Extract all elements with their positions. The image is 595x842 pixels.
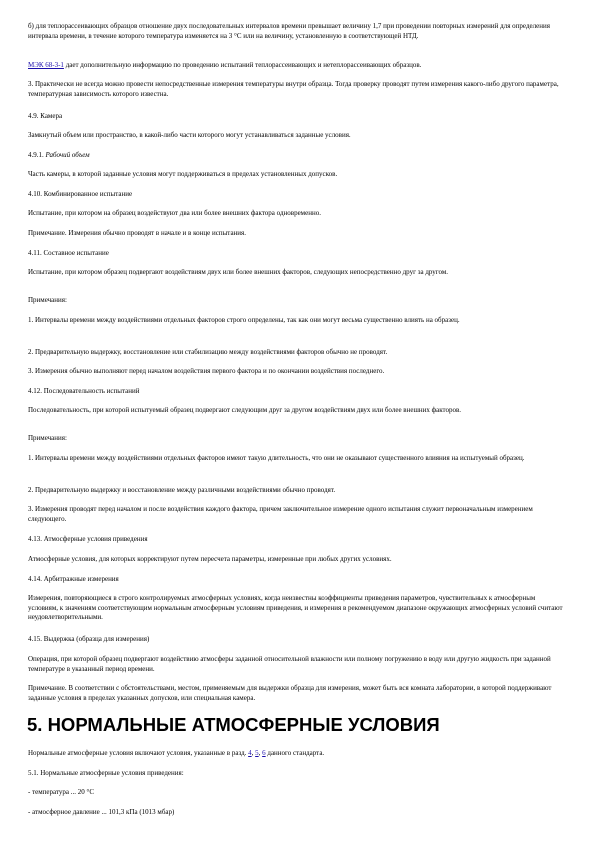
section-4-15-text: Операция, при которой образец подвергают воздействию атмосферы заданной относительной влажности или полному погружению в воду или другую жидкость при заданной температуре в указанный период времени. bbox=[28, 655, 551, 673]
section-4-12-notes-label: Примечания: bbox=[28, 434, 67, 442]
section-5-1-heading: 5.1. Нормальные атмосферные условия приведения: bbox=[28, 769, 184, 777]
section-4-9-1-term: Рабочий объем bbox=[45, 151, 90, 159]
section-4-13-heading: 4.13. Атмосферные условия приведения bbox=[28, 535, 148, 543]
section-4-9-1-heading bbox=[28, 151, 566, 161]
section-4-11-text: Испытание, при котором образец подвергают воздействиям двух или более внешних факторов, следующих непосредственно друг за другом. bbox=[28, 268, 449, 276]
section-4-12-note-1: 1. Интервалы времени между воздействиями отдельных факторов имеют такую длительность, что они не оказывают существенного влияния на испытуемый образец. bbox=[28, 454, 525, 462]
section-4-10-heading: 4.10. Комбинированное испытание bbox=[28, 190, 133, 198]
section-5-link[interactable]: 5 bbox=[255, 749, 259, 757]
paragraph-iec-reference bbox=[28, 61, 566, 71]
section-4-14-heading: 4.14. Арбитражные измерения bbox=[28, 575, 119, 583]
section-4-13-text: Атмосферные условия, для которых корректируют путем пересчета параметры, измеренные при любых других условиях. bbox=[28, 555, 392, 563]
paragraph-b: б) для теплорассеивающих образцов отношение двух последовательных интервалов времени превышает величину 1,7 при проведении повторных измерений для определения интервала времени, в течение которого температура изменяется на 3 °С или на величину, установленную в соответствующей НТД. bbox=[28, 22, 550, 40]
section-4-12-note-2: 2. Предварительную выдержку и восстановление между различными воздействиями обычно проводят. bbox=[28, 486, 336, 494]
condition-temperature: - температура ... 20 °С bbox=[28, 788, 94, 796]
section-5-intro-tail: данного стандарта. bbox=[265, 749, 325, 757]
iec-reference-text: дает дополнительную информацию по проведению испытаний теплорассеивающих и нетеплорассеивающих образцов. bbox=[63, 61, 422, 69]
section-4-10-text: Испытание, при котором на образец воздействуют два или более внешних фактора одновременно. bbox=[28, 209, 321, 217]
section-4-link[interactable]: 4 bbox=[248, 749, 252, 757]
section-4-11-note-3: 3. Измерения обычно выполняют перед началом воздействия первого фактора и по окончании воздействия последнего. bbox=[28, 367, 385, 375]
section-4-9-text: Замкнутый объем или пространство, в какой-либо части которого могут устанавливаться заданные условия. bbox=[28, 131, 351, 139]
section-5-heading: 5. НОРМАЛЬНЫЕ АТМОСФЕРНЫЕ УСЛОВИЯ bbox=[27, 714, 440, 735]
section-4-14-text: Измерения, повторяющиеся в строго контролируемых атмосферных условиях, когда неизвестны коэффициенты приведения параметров, чувствительных к атмосферным условиям, к значениям соответствующим нормальным атмосферным условиям приведения, и измерения в рекомендуемом диапазоне окружающих атмосферных условий считают неудовлетворительными. bbox=[28, 594, 563, 621]
section-4-11-note-2: 2. Предварительную выдержку, восстановление или стабилизацию между воздействиями факторов обычно не проводят. bbox=[28, 348, 388, 356]
section-4-9-heading: 4.9. Камера bbox=[28, 112, 63, 120]
section-5-intro bbox=[28, 749, 566, 759]
section-4-11-note-1: 1. Интервалы времени между воздействиями отдельных факторов строго определены, так как они могут весьма существенно влиять на образец. bbox=[28, 316, 460, 324]
section-4-10-note: Примечание. Измерения обычно проводят в начале и в конце испытания. bbox=[28, 229, 247, 237]
section-4-15-note: Примечание. В соответствии с обстоятельствами, местом, применяемым для выдержки образца для измерения, может быть вся комната лаборатории, в которой поддерживают заданные условия в пределах указанных допусков, или специальная камера. bbox=[28, 684, 552, 702]
section-4-9-1-number: 4.9.1. bbox=[28, 151, 46, 159]
section-4-12-note-3: 3. Измерения проводят перед началом и после воздействия каждого фактора, причем заключительное измерение одного испытания служит первоначальным измерением следующего. bbox=[28, 505, 533, 523]
section-4-9-1-text: Часть камеры, в которой заданные условия могут поддерживаться в пределах установленных допусков. bbox=[28, 170, 338, 178]
section-4-11-heading: 4.11. Составное испытание bbox=[28, 249, 109, 257]
section-4-12-heading: 4.12. Последовательность испытаний bbox=[28, 387, 140, 395]
iec-68-3-1-link[interactable]: МЭК 68-3-1 bbox=[28, 61, 64, 69]
link-separator: , bbox=[251, 749, 256, 757]
link-separator: , bbox=[258, 749, 263, 757]
condition-pressure: - атмосферное давление ... 101,3 кПа (1013 мбар) bbox=[28, 808, 175, 816]
section-6-link[interactable]: 6 bbox=[262, 749, 266, 757]
section-4-15-heading: 4.15. Выдержка (образца для измерения) bbox=[28, 635, 150, 643]
note-3-paragraph: 3. Практически не всегда можно провести непосредственные измерения температуры внутри образца. Тогда проверку проводят путем измерения какого-либо другого параметра, температурная зависимость которого известна. bbox=[28, 80, 559, 98]
section-4-12-text: Последовательность, при которой испытуемый образец подвергают следующим друг за другом воздействиям двух или более внешних факторов. bbox=[28, 406, 462, 414]
section-4-11-notes-label: Примечания: bbox=[28, 296, 67, 304]
section-5-intro-text: Нормальные атмосферные условия включают условия, указанные в разд. bbox=[28, 749, 249, 757]
